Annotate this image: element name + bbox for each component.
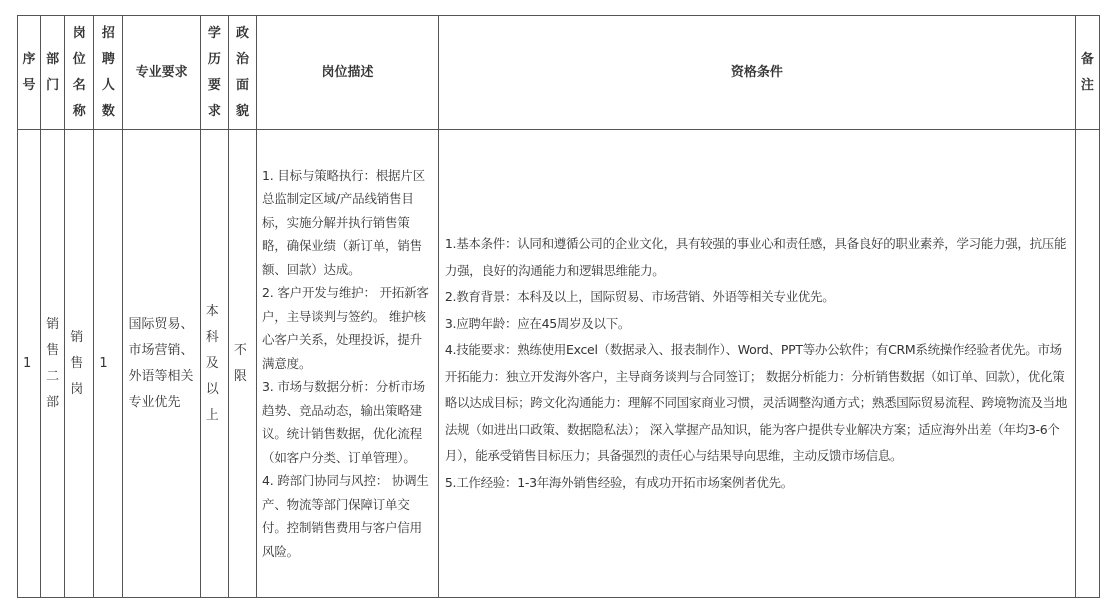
qualification-item: 3.应聘年龄：应在45周岁及以下。	[444, 315, 631, 331]
description-item: 1. 目标与策略执行：根据片区总监制定区域/产品线销售目标，实施分解并执行销售策略，确保业绩（新订单，销售额、回款）达成。	[262, 167, 425, 277]
qualification-item: 5.工作经验：1-3年海外销售经验，有成功开拓市场案例者优先。	[444, 474, 793, 490]
job-posting-table-container	[17, 15, 1100, 598]
table-row	[18, 130, 1100, 598]
header-char: 治	[235, 51, 249, 67]
header-description: 岗位描述	[257, 16, 439, 130]
header-position	[65, 16, 94, 130]
cell-remarks	[1075, 130, 1099, 598]
header-char: 部	[46, 51, 60, 67]
cell-description	[257, 130, 439, 598]
header-char: 数	[101, 103, 115, 119]
header-char: 面	[235, 77, 249, 93]
header-char: 备	[1080, 51, 1094, 67]
header-char: 求	[207, 103, 221, 119]
header-char: 门	[46, 77, 60, 93]
qualification-item: 1.基本条件：认同和遵循公司的企业文化，具有较强的事业心和责任感，具备良好的职业素养，学习能力强，抗压能力强，良好的沟通能力和逻辑思维能力。	[444, 236, 1067, 278]
description-item: 3. 市场与数据分析：分析市场趋势、竞品动态，输出策略建议。统计销售数据，优化流程（如客户分类、订单管理）。	[262, 379, 425, 465]
cell-count: 1	[94, 130, 123, 598]
header-char: 聘	[101, 51, 115, 67]
header-char: 貌	[235, 103, 249, 119]
cell-char: 岗	[70, 381, 84, 397]
cell-char: 售	[70, 355, 84, 371]
cell-char: 部	[46, 394, 60, 410]
header-seq	[18, 16, 41, 130]
header-char: 人	[101, 77, 115, 93]
cell-dept	[41, 130, 65, 598]
header-char: 政	[235, 25, 249, 41]
cell-position	[65, 130, 94, 598]
header-edu	[200, 16, 228, 130]
header-row	[18, 16, 1100, 130]
header-char: 要	[207, 77, 221, 93]
header-count	[94, 16, 123, 130]
cell-edu	[200, 130, 228, 598]
cell-char: 售	[46, 342, 60, 358]
qualification-item: 4.技能要求：熟练使用Excel（数据录入、报表制作）、Word、PPT等办公软件；有CRM系统操作经验者优先。市场开拓能力：独立开发海外客户，主导商务谈判与合同签订； 数据分析能力：分析销售数据（如订单、回款），优化策略以达成目标；跨文化沟通能力：理解不同国家商业习惯，灵活调整沟通方式；熟悉国际贸易流程、跨境物流及当地法规（如进出口政策、数据隐私法）； 深入掌握产品知识，能为客户提供专业解决方案；适应海外出差（年均3-6个月），能承受销售目标压力；具备强烈的责任心与结果导向思维，主动反馈市场信息。	[444, 342, 1068, 463]
description-item: 2. 客户开发与维护： 开拓新客户，主导谈判与签约。 维护核心客户关系，处理投诉，提升满意度。	[262, 285, 429, 371]
cell-char: 本	[205, 303, 219, 319]
header-dept	[41, 16, 65, 130]
header-char: 岗	[72, 25, 86, 41]
header-char: 序	[22, 51, 36, 67]
cell-qualifications	[438, 130, 1075, 598]
header-major: 专业要求	[123, 16, 200, 130]
header-char: 学	[207, 25, 221, 41]
header-politics	[228, 16, 256, 130]
header-char: 历	[207, 51, 221, 67]
header-char: 名	[72, 77, 86, 93]
cell-char: 销	[46, 316, 60, 332]
header-qualifications: 资格条件	[438, 16, 1075, 130]
description-item: 4. 跨部门协同与风控： 协调生产、物流等部门保障订单交付。控制销售费用与客户信用风险。	[262, 473, 429, 559]
cell-char: 及	[205, 355, 219, 371]
job-posting-table	[17, 15, 1100, 598]
cell-char: 销	[70, 329, 84, 345]
cell-politics: 不限	[228, 130, 256, 598]
cell-seq: 1	[18, 130, 41, 598]
cell-char: 上	[205, 407, 219, 423]
cell-char: 以	[205, 381, 219, 397]
header-remarks	[1075, 16, 1099, 130]
header-char: 招	[101, 25, 115, 41]
header-char: 位	[72, 51, 86, 67]
cell-major: 国际贸易、市场营销、外语等相关专业优先	[123, 130, 200, 598]
cell-char: 科	[205, 329, 219, 345]
header-char: 号	[22, 77, 36, 93]
cell-char: 二	[46, 368, 60, 384]
header-char: 称	[72, 103, 86, 119]
header-char: 注	[1080, 77, 1094, 93]
qualification-item: 2.教育背景：本科及以上，国际贸易、市场营销、外语等相关专业优先。	[444, 289, 835, 304]
